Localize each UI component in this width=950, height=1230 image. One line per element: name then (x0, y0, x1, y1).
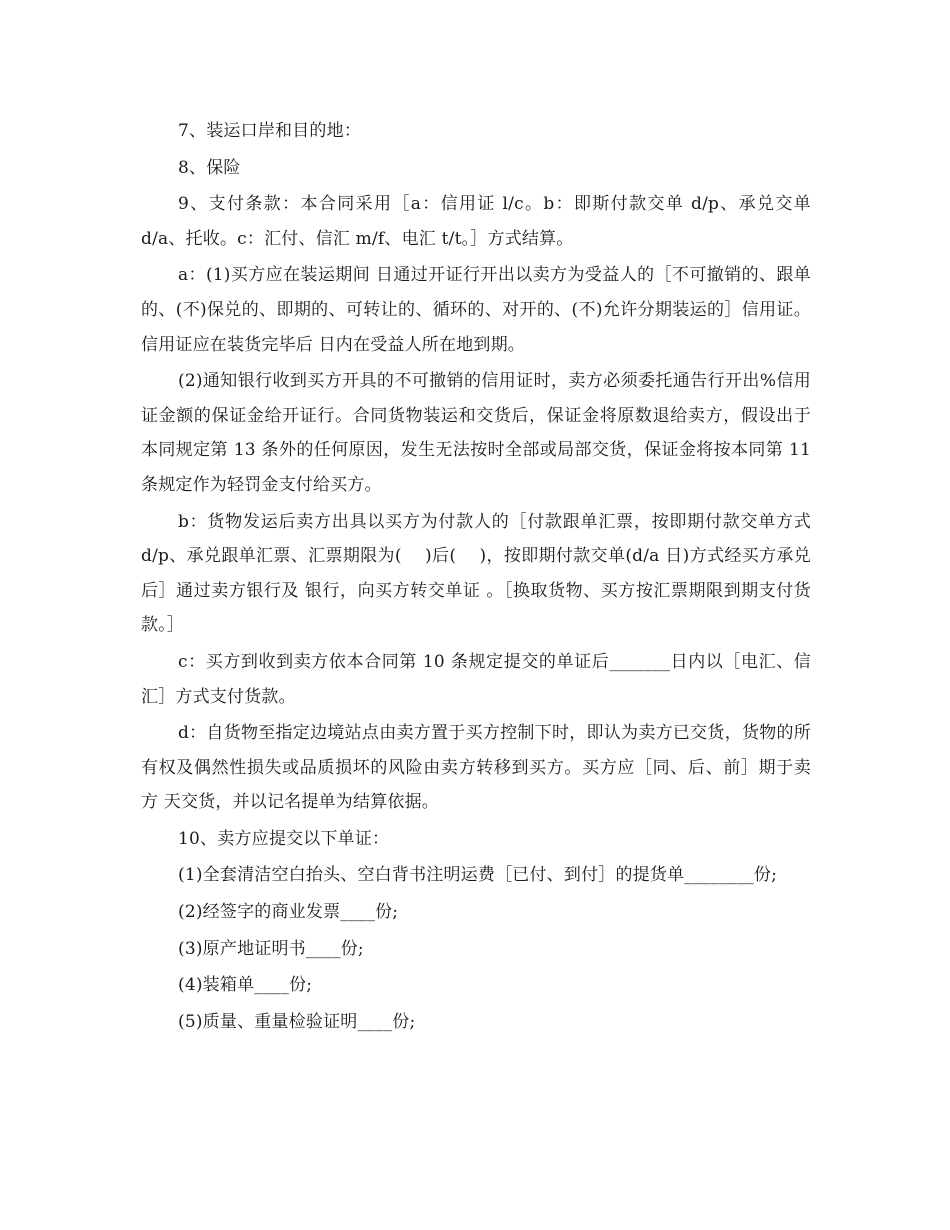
document-item-4-packing-list: (4)装箱单____份; (178, 975, 313, 996)
clause-9d-delivery-risk: d：自货物至指定边境站点由卖方置于买方控制下时，即认为卖方已交货，货物的所有权及偶然性损失或品质损坏的风险由卖方转移到买方。买方应［同、后、前］期于卖方 天交货，并以记名提单为结算依据。 (141, 723, 811, 813)
document-item-2-commercial-invoice: (2)经签字的商业发票____份; (178, 902, 399, 923)
clause-10-documents: 10、卖方应提交以下单证： (178, 828, 390, 849)
clause-8-insurance: 8、保险 (178, 157, 241, 178)
clause-9b-documentary-collection: b：货物发运后卖方出具以买方为付款人的［付款跟单汇票，按即期付款交单方式 d/p、承兑跟单汇票、汇票期限为( )后( )，按即期付款交单(d/a 日)方式经买方承兑后］通过卖方银行及 银行，向买方转交单证 。［换取货物、买方按汇票期限到期支付货款。］ (141, 511, 811, 636)
clause-9a-letter-of-credit: a：(1)买方应在装运期间 日通过开证行开出以卖方为受益人的［不可撤销的、跟单的、(不)保兑的、即期的、可转让的、循环的、对开的、(不)允许分期装运的］信用证。信用证应在装货完毕后 日内在受益人所在地到期。 (141, 265, 811, 355)
clause-7-loading-port: 7、装运口岸和目的地： (178, 121, 362, 141)
document-item-1-bill-of-lading: (1)全套清洁空白抬头、空白背书注明运费［已付、到付］的提货单________份; (178, 865, 778, 886)
document-body (141, 114, 811, 1041)
document-item-5-inspection-certificate: (5)质量、重量检验证明____份; (178, 1011, 416, 1032)
clause-9-payment-terms: 9、支付条款：本合同采用［a：信用证 l/c。b：即斯付款交单 d/p、承兑交单 d/a、托收。c：汇付、信汇 m/f、电汇 t/t。］方式结算。 (141, 194, 811, 249)
clause-9a-2-guarantee-deposit: (2)通知银行收到买方开具的不可撤销的信用证时，卖方必须委托通告行开出%信用证金额的保证金给开证行。合同货物装运和交货后，保证金将原数退给卖方，假设出于本同规定第 13 条外的任何原因，发生无法按时全部或局部交货，保证金将按本同第 11 条规定作为轻罚金支付给买方。 (141, 371, 811, 495)
document-item-3-certificate-of-origin: (3)原产地证明书____份; (178, 938, 364, 959)
clause-9c-remittance: c：买方到收到卖方依本合同第 10 条规定提交的单证后_______日内以［电汇、信汇］方式支付货款。 (141, 651, 811, 707)
